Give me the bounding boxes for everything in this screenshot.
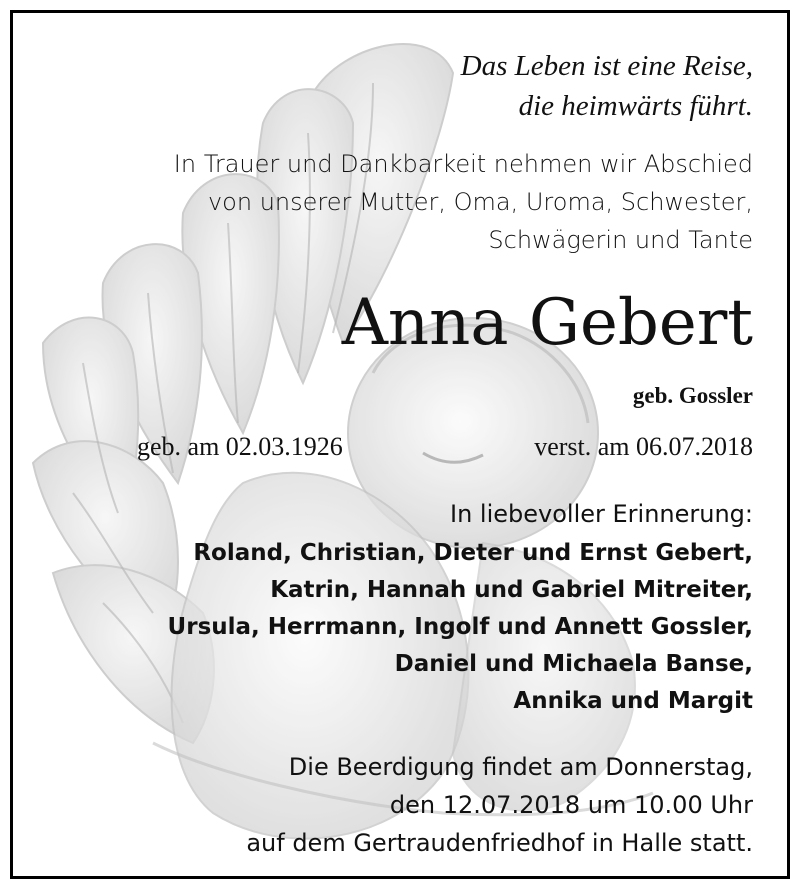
family-line: Roland, Christian, Dieter und Ernst Gebert, — [193, 540, 753, 566]
funeral-line: Die Beerdigung findet am Donnerstag, — [288, 753, 753, 781]
family-line: Daniel und Michaela Banse, — [394, 651, 753, 677]
funeral-line: auf dem Gertraudenfriedhof in Halle statt. — [246, 829, 753, 857]
motto-line: Das Leben ist eine Reise, — [460, 50, 753, 82]
intro-text — [174, 145, 753, 259]
intro-line: In Trauer und Dankbarkeit nehmen wir Abschied — [173, 150, 753, 178]
motto-line: die heimwärts führt. — [518, 90, 753, 122]
family-line: Annika und Margit — [513, 688, 753, 714]
intro-line: Schwägerin und Tante — [488, 226, 753, 254]
funeral-line: den 12.07.2018 um 10.00 Uhr — [389, 791, 753, 819]
birth-date: geb. am 02.03.1926 — [137, 432, 343, 461]
motto — [461, 46, 753, 126]
maiden-name: geb. Gossler — [632, 383, 753, 408]
intro-line: von unserer Mutter, Oma, Uroma, Schwester, — [207, 188, 753, 216]
deceased-name: Anna Gebert — [341, 286, 753, 360]
obituary-frame — [10, 10, 790, 879]
family-line: Ursula, Herrmann, Ingolf und Annett Gossler, — [167, 614, 753, 640]
memory-heading: In liebevoller Erinnerung: — [450, 500, 753, 528]
funeral-notice — [246, 748, 753, 862]
family-line: Katrin, Hannah und Gabriel Mitreiter, — [270, 577, 753, 603]
death-date: verst. am 06.07.2018 — [534, 432, 753, 461]
family-list — [168, 535, 753, 720]
